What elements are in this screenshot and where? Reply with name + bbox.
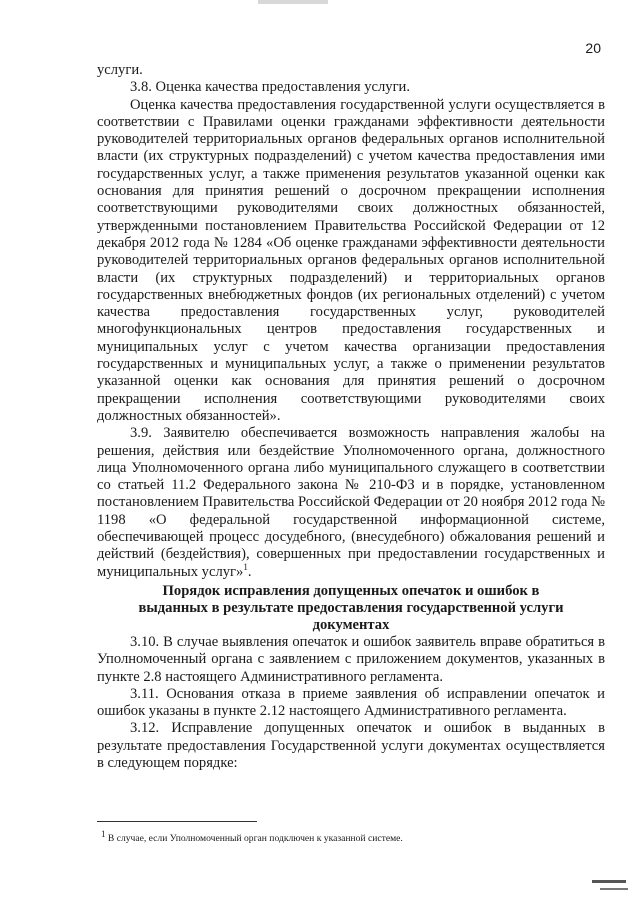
paragraph-3-9-text: 3.9. Заявителю обеспечивается возможность направления жалобы на решения, действия или бездействие Уполномоченного органа, должностного лица Уполномоченного органа либо муниципального служащего в соответствии со статьей 11.2 Федерального закона № 210-ФЗ и в порядке, установленном постановлением Правительства Российской Федерации от 20 ноября 2012 года № 1198 «О федеральной государственной информационной системе, обеспечивающей процесс досудебного, (внесудебного) обжалования решений и действий (бездействия), совершенных при предоставлении государственных и муниципальных услуг» [97,425,605,580]
footnote-reference: 1 [243,561,248,572]
paragraph-3-9-tail: . [247,563,252,580]
scan-smudge [258,0,328,4]
document-body [97,62,605,772]
paragraph-3-11: 3.11. Основания отказа в приеме заявления об исправлении опечаток и ошибок указаны в пункте 2.12 настоящего Административного регламента. [97,685,605,720]
paragraph-3-9 [97,425,605,581]
footnote [101,828,601,845]
paragraph-quality-assessment: Оценка качества предоставления государственной услуги осуществляется в соответствии с Правилами оценки гражданами эффективности деятельности руководителей территориальных органов федеральных органов исполнительной власти (их структурных подразделений) с учетом качества предоставления ими государственных услуг, а также применения результатов указанной оценки как основания для принятия решений о досрочном прекращении исполнения соответствующими руководителями своих должностных обязанностей, утвержденными постановлением Правительства Российской Федерации от 12 декабря 2012 года № 1284 «Об оценке гражданами эффективности деятельности руководителей территориальных органов федеральных органов исполнительной власти (их структурных подразделений) и территориальных органов государственных внебюджетных фондов (их региональных отделений) с учетом качества предоставления государственных услуг, руководителей многофункциональных центров предоставления государственных и муниципальных услуг с учетом качества организации предоставления государственных и муниципальных услуг, а также о применении результатов указанной оценки как основания для принятия решений о досрочном прекращении исполнения соответствующими руководителями своих должностных обязанностей». [97,96,605,424]
scan-corner-mark-secondary [600,888,628,890]
paragraph-3-12: 3.12. Исправление допущенных опечаток и ошибок в выданных в результате предоставления Государственной услуги документах осуществляется в следующем порядке: [97,720,605,771]
paragraph-continuation: услуги. [97,62,143,78]
page-number: 20 [585,40,601,56]
paragraph-3-10: 3.10. В случае выявления опечаток и ошибок заявитель вправе обратиться в Уполномоченный органа с заявлением с приложением документов, указанных в пункте 2.8 настоящего Административного регламента. [97,633,605,685]
footnote-marker: 1 [101,828,106,839]
footnote-divider [97,821,257,822]
footnote-text: В случае, если Уполномоченный орган подключен к указанной системе. [105,833,403,844]
scan-corner-mark [592,880,626,883]
section-3-8-title: 3.8. Оценка качества предоставления услуги. [130,79,411,96]
section-heading: Порядок исправления допущенных опечаток и ошибок в выданных в результате предоставления государственной услуги документах [138,582,564,633]
